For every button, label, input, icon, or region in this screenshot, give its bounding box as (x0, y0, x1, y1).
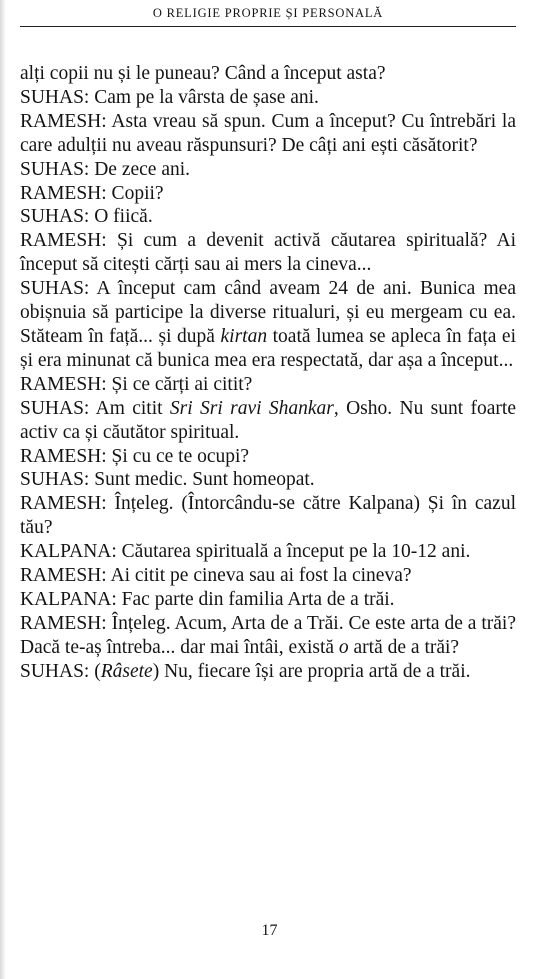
dialogue-paragraph (20, 445, 516, 469)
text-segment: RAMESH: Și cu ce te ocupi? (20, 445, 250, 467)
italic-segment: o (338, 636, 349, 658)
dialogue-paragraph (20, 540, 516, 564)
text-segment: RAMESH: Asta vreau să spun. Cum a început? Cu întrebări la care adulții nu aveau răspunsuri? De câți ani ești căsătorit? (20, 110, 516, 156)
italic-segment: kirtan (220, 325, 268, 347)
scan-edge (0, 0, 6, 979)
dialogue-paragraph (20, 660, 516, 684)
dialogue-paragraph (20, 468, 516, 492)
dialogue-paragraph (20, 277, 516, 373)
text-segment: SUHAS: A început cam când aveam 24 de ani. Bunica mea obișnuia să participe la diverse ritualuri, și eu mergeam cu ea. Stăteam în față... și după (20, 278, 516, 347)
dialogue-paragraph (20, 612, 516, 660)
text-segment: RAMESH: Înțeleg. Acum, Arta de a Trăi. Ce este arta de a trăi? Dacă te-aș întreba... dar mai întâi, există (20, 612, 516, 658)
text-segment: RAMESH: Și ce cărți ai citit? (20, 373, 253, 395)
text-segment: SUHAS: De zece ani. (20, 158, 191, 180)
body-text (20, 62, 516, 684)
italic-segment: Râsete (100, 660, 153, 682)
text-segment: SUHAS: Cam pe la vârsta de șase ani. (20, 86, 319, 108)
dialogue-paragraph (20, 373, 516, 397)
text-segment: SUHAS: Sunt medic. Sunt homeopat. (20, 469, 315, 491)
text-segment: RAMESH: Ai citit pe cineva sau ai fost la cineva? (20, 565, 412, 587)
italic-segment: Sri Sri ravi Shankar (169, 397, 334, 419)
dialogue-paragraph (20, 397, 516, 445)
text-segment: toată lumea se apleca în fața ei și era minunat că bunica mea era respectată, dar așa a început... (20, 325, 516, 371)
running-header (20, 6, 516, 27)
text-segment: , Osho. Nu sunt foarte activ ca și căutător spiritual. (20, 397, 516, 443)
page-number: 17 (261, 922, 278, 939)
text-segment: SUHAS: O fiică. (20, 206, 153, 228)
running-header-title: O RELIGIE PROPRIE ȘI PERSONALĂ (152, 6, 384, 20)
dialogue-paragraph (20, 86, 516, 110)
text-segment: ) Nu, fiecare își are propria artă de a trăi. (152, 660, 471, 682)
dialogue-paragraph (20, 492, 516, 540)
dialogue-paragraph (20, 564, 516, 588)
dialogue-paragraph (20, 229, 516, 277)
text-segment: KALPANA: Căutarea spirituală a început pe la 10-12 ani. (20, 541, 471, 563)
dialogue-paragraph (20, 588, 516, 612)
text-segment: RAMESH: Copii? (20, 182, 164, 204)
text-segment: RAMESH: Înțeleg. (Întorcându-se către Kalpana) Și în cazul tău? (20, 493, 516, 539)
dialogue-paragraph (20, 110, 516, 158)
text-segment: SUHAS: ( (20, 660, 101, 682)
text-segment: artă de a trăi? (348, 636, 460, 658)
dialogue-paragraph (20, 62, 516, 86)
text-segment: alți copii nu și le puneau? Când a început asta? (20, 63, 386, 84)
text-segment: KALPANA: Fac parte din familia Arta de a trăi. (20, 588, 395, 610)
dialogue-paragraph (20, 205, 516, 229)
dialogue-paragraph (20, 182, 516, 206)
dialogue-paragraph (20, 158, 516, 182)
text-segment: RAMESH: Și cum a devenit activă căutarea spirituală? Ai început să citești cărți sau ai mers la cineva... (20, 230, 516, 276)
text-segment: SUHAS: Am citit (20, 397, 170, 419)
